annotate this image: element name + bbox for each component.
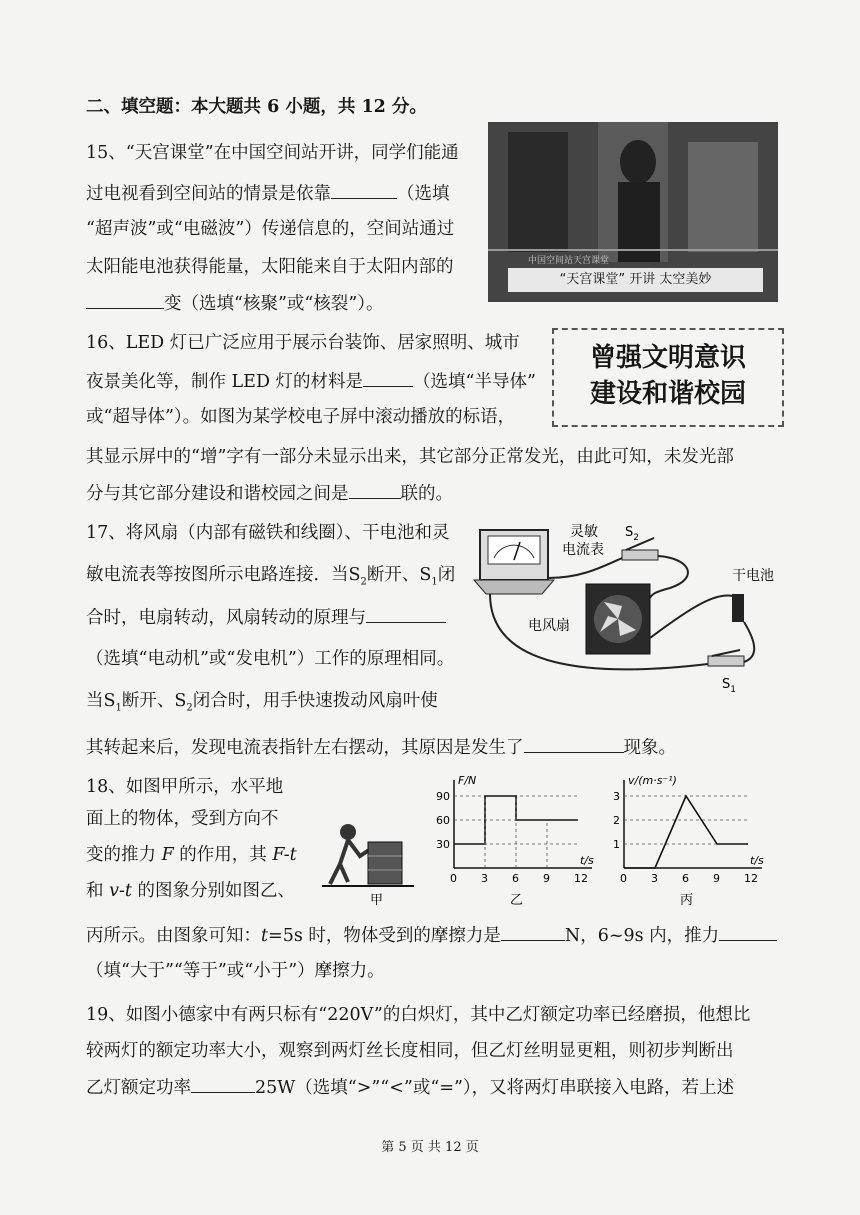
led-slogan-screen bbox=[552, 328, 784, 427]
q18-text: 的作用，其 bbox=[173, 845, 273, 865]
label-meter-1: 灵敏 bbox=[570, 524, 598, 540]
y-tick-label: 2 bbox=[613, 814, 620, 827]
y-axis-label: v/(m·s⁻¹) bbox=[628, 774, 677, 787]
q17-line5 bbox=[86, 688, 438, 722]
y-tick-label: 90 bbox=[436, 790, 450, 803]
q17-text: 闭合时，用手快速拨动风扇叶使 bbox=[192, 691, 438, 711]
q18-var: t bbox=[261, 926, 269, 946]
figure-jia-label: 甲 bbox=[370, 893, 384, 908]
q18-line5 bbox=[86, 922, 777, 949]
q17-answer-blank-2[interactable] bbox=[524, 734, 624, 753]
fan-icon bbox=[586, 584, 650, 654]
q15-answer-blank-2[interactable] bbox=[86, 290, 164, 309]
x-tick-label: 12 bbox=[574, 872, 588, 885]
series-line bbox=[624, 796, 748, 868]
q18-text: N，6~9s 内，推力 bbox=[564, 926, 720, 946]
q18-text: 的图象分别如图乙、 bbox=[131, 881, 295, 901]
label-s1: $S_1$ bbox=[722, 677, 736, 695]
q16-line1: 16、LED 灯已广泛应用于展示台装饰、居家照明、城市 bbox=[86, 333, 520, 353]
q17-text: 闭 bbox=[437, 565, 456, 585]
q17-line2 bbox=[86, 562, 455, 596]
q15-text: （选填 bbox=[397, 184, 450, 204]
y-tick-label: 1 bbox=[613, 838, 620, 851]
q16-line5 bbox=[86, 480, 453, 507]
y-tick-label: 3 bbox=[613, 790, 620, 803]
x-axis-label: t/s bbox=[750, 854, 764, 867]
q18-var: F-t bbox=[272, 845, 297, 865]
q17-text: 当S bbox=[86, 691, 116, 711]
photo-subtitle: 中国空间站天宫课堂 bbox=[528, 256, 610, 266]
q18-answer-blank-2[interactable] bbox=[719, 922, 777, 941]
q19-line1: 19、如图小德家中有两只标有“220V”的白炽灯，其中乙灯额定功率已经磨损，他想比 bbox=[86, 1005, 751, 1025]
q18-var: v-t bbox=[109, 881, 132, 901]
subscript: 1 bbox=[431, 576, 438, 588]
q15-line3: “超声波”或“电磁波”）传递信息的，空间站通过 bbox=[86, 219, 455, 239]
q19-answer-blank[interactable] bbox=[191, 1074, 255, 1093]
circuit-diagram bbox=[470, 518, 800, 708]
q18-line1: 18、如图甲所示，水平地 bbox=[86, 777, 284, 797]
q15-text: 变（选填“核聚”或“核裂”）。 bbox=[164, 294, 384, 314]
v-t-chart bbox=[602, 764, 774, 910]
q19-line2: 较两灯的额定功率大小，观察到两灯丝长度相同，但乙灯丝明显更粗，则初步判断出 bbox=[86, 1041, 734, 1061]
q16-text: 夜景美化等，制作 LED 灯的材料是 bbox=[86, 372, 364, 392]
switch-s2-icon bbox=[622, 538, 658, 560]
label-fan: 电风扇 bbox=[528, 618, 570, 634]
chart-title: 丙 bbox=[680, 893, 694, 908]
q18-line4 bbox=[86, 878, 295, 904]
q16-line3: 或“超导体”）。如图为某学校电子屏中滚动播放的标语， bbox=[86, 407, 516, 427]
f-t-chart bbox=[428, 764, 598, 910]
galvanometer-icon bbox=[474, 530, 554, 594]
q18-line2: 面上的物体，受到方向不 bbox=[86, 809, 279, 829]
page-footer: 第 5 页 共 12 页 bbox=[381, 1140, 479, 1155]
x-axis-label: t/s bbox=[580, 854, 594, 867]
slogan-line-1: 曾强文明意识 bbox=[589, 343, 746, 373]
q18-var: F bbox=[161, 845, 174, 865]
x-tick-label: 0 bbox=[620, 872, 627, 885]
q18-text: 丙所示。由图象可知： bbox=[86, 926, 261, 946]
x-tick-label: 9 bbox=[713, 872, 720, 885]
q15-line5 bbox=[86, 290, 384, 317]
q18-line3 bbox=[86, 842, 297, 868]
q17-line1: 17、将风扇（内部有磁铁和线圈）、干电池和灵 bbox=[86, 523, 450, 543]
chart-title: 乙 bbox=[510, 893, 524, 908]
q17-line6 bbox=[86, 734, 676, 761]
q17-text: 现象。 bbox=[623, 738, 676, 758]
q16-answer-blank-2[interactable] bbox=[349, 480, 401, 499]
q15-line4: 太阳能电池获得能量，太阳能来自于太阳内部的 bbox=[86, 257, 454, 277]
q15-line1: 15、“天宫课堂”在中国空间站开讲，同学们能通 bbox=[86, 143, 459, 163]
y-tick-label: 30 bbox=[436, 838, 450, 851]
q17-line3 bbox=[86, 604, 446, 631]
q17-text: 敏电流表等按图所示电路连接．当S bbox=[86, 565, 361, 585]
subscript: 1 bbox=[115, 702, 122, 714]
y-axis-label: F/N bbox=[458, 774, 477, 787]
q18-text: 变的推力 bbox=[86, 845, 162, 865]
q19-text: 乙灯额定功率 bbox=[86, 1078, 191, 1098]
q17-text: 其转起来后，发现电流表指针左右摆动，其原因是发生了 bbox=[86, 738, 524, 758]
x-tick-label: 3 bbox=[651, 872, 658, 885]
q18-answer-blank-1[interactable] bbox=[501, 922, 565, 941]
q18-line6: （填“大于”“等于”或“小于”）摩擦力。 bbox=[86, 961, 385, 981]
q19-text: 25W（选填“>”“<”或“=”），又将两灯串联接入电路，若上述 bbox=[255, 1078, 735, 1098]
q16-text: （选填“半导体” bbox=[413, 372, 536, 392]
q16-line2 bbox=[86, 368, 536, 395]
q17-text: 断开、S bbox=[121, 691, 187, 711]
q17-text: 合时，电扇转动，风扇转动的原理与 bbox=[86, 608, 366, 628]
x-tick-label: 12 bbox=[744, 872, 758, 885]
x-tick-label: 0 bbox=[450, 872, 457, 885]
figure-jia bbox=[318, 808, 418, 908]
q17-answer-blank-1[interactable] bbox=[366, 604, 446, 623]
label-battery: 干电池 bbox=[732, 568, 774, 584]
q16-text: 联的。 bbox=[400, 484, 453, 504]
person-pushing-box-icon bbox=[322, 824, 414, 886]
switch-s1-icon bbox=[708, 650, 744, 666]
q15-line2 bbox=[86, 180, 450, 207]
label-s2: $S_2$ bbox=[625, 525, 639, 543]
label-meter-2: 电流表 bbox=[562, 542, 604, 558]
tiangong-classroom-photo bbox=[488, 122, 778, 302]
y-tick-label: 60 bbox=[436, 814, 450, 827]
subscript: 2 bbox=[186, 702, 193, 714]
slogan-line-2: 建设和谐校园 bbox=[589, 379, 746, 409]
q18-text: =5s 时，物体受到的摩擦力是 bbox=[268, 926, 501, 946]
x-tick-label: 3 bbox=[481, 872, 488, 885]
q17-line4: （选填“电动机”或“发电机”）工作的原理相同。 bbox=[86, 649, 455, 669]
x-tick-label: 6 bbox=[512, 872, 519, 885]
q16-text: 分与其它部分建设和谐校园之间是 bbox=[86, 484, 349, 504]
q17-text: 断开、S bbox=[366, 565, 432, 585]
section-title: 二、填空题：本大题共 6 小题，共 12 分。 bbox=[86, 97, 427, 117]
x-tick-label: 9 bbox=[543, 872, 550, 885]
q15-text: 过电视看到空间站的情景是依靠 bbox=[86, 184, 331, 204]
q15-answer-blank-1[interactable] bbox=[331, 180, 397, 199]
battery-icon bbox=[732, 594, 744, 622]
q16-line4: 其显示屏中的“增”字有一部分未显示出来，其它部分正常发光，由此可知，未发光部 bbox=[86, 447, 734, 467]
photo-caption: “天宫课堂” 开讲 太空美妙 bbox=[508, 268, 763, 292]
q19-line3 bbox=[86, 1074, 734, 1101]
subscript: 2 bbox=[360, 576, 367, 588]
q16-answer-blank-1[interactable] bbox=[363, 368, 413, 387]
x-tick-label: 6 bbox=[682, 872, 689, 885]
q18-text: 和 bbox=[86, 881, 110, 901]
